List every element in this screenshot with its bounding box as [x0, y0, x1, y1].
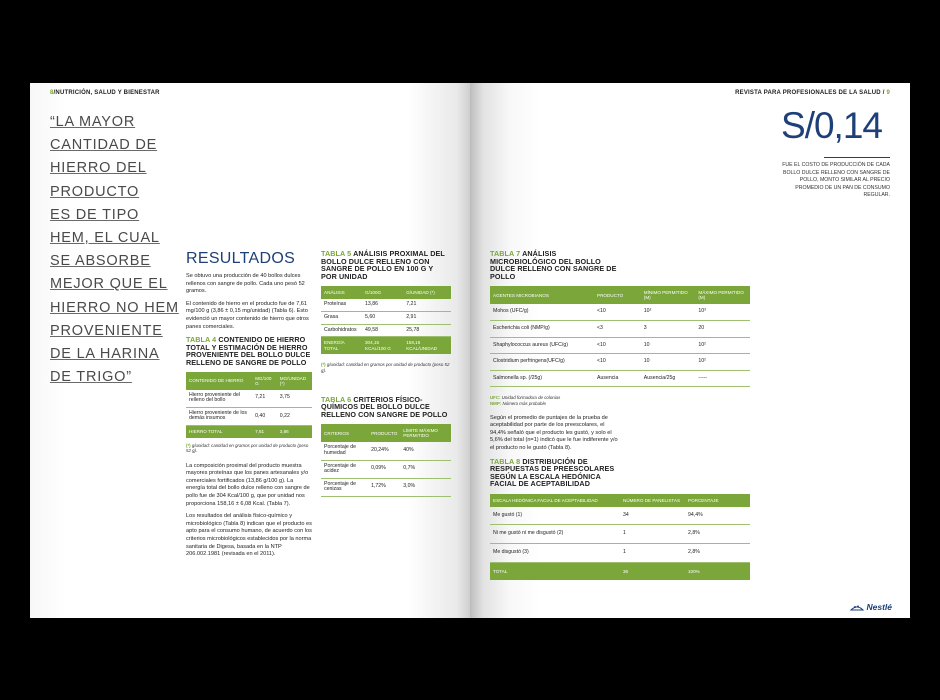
table-header: MG/UNIDAD (*)	[277, 372, 312, 390]
body-text	[186, 463, 312, 559]
quote-line: HEM, EL CUAL	[50, 230, 160, 247]
table6	[321, 424, 451, 497]
table-header: G/100G	[362, 286, 403, 299]
section-name: /NUTRICIÓN, SALUD Y BIENESTAR	[53, 90, 160, 96]
table4	[186, 372, 312, 438]
table-header: CONTENIDO DE HIERRO	[186, 372, 252, 390]
magazine-spread	[30, 83, 910, 618]
table-row: Porcentaje de acidez 0,09% 0,7%	[321, 460, 451, 478]
table-row: Me disgustó (3) 1 2,8%	[490, 544, 750, 563]
table-header: CRITERIOS	[321, 424, 368, 442]
table-row: Hierro proveniente de los demás insumos 0,40 0,22	[186, 407, 312, 425]
table-header: PRODUCTO	[368, 424, 400, 442]
page-number-right: 9	[886, 90, 890, 96]
table5-title: TABLA 5 ANÁLISIS PROXIMAL DEL BOLLO DULCE RELLENO CON SANGRE DE POLLO EN 100 G Y POR UNIDAD	[321, 249, 445, 281]
table-row: Carbohidratos 49,58 25,78	[321, 324, 451, 337]
table5	[321, 286, 451, 354]
table-header: G/UNIDAD (*)	[403, 286, 451, 299]
pull-quote	[50, 111, 190, 389]
table7-title: TABLA 7 ANÁLISIS MICROBIOLÓGICO DEL BOLLO DULCE RELLENO CON SANGRE DE POLLO	[490, 249, 617, 281]
paragraph: El contenido de hierro en el producto fue de 7,61 mg/100 g (3,86 ± 0,15 mg/unidad) (Tabla 6). Esto evidenció un mayor contenido de hierro que otros panes comerciales.	[186, 300, 309, 330]
table-header: MÁXIMO PERMITIDO (M)	[695, 286, 750, 304]
left-page-header	[50, 90, 160, 96]
table-row: Grasa 5,60 2,91	[321, 311, 451, 324]
table6-title: TABLA 6 CRITERIOS FÍSICO-QUÍMICOS DEL BOLLO DULCE RELLENO CON SANGRE DE POLLO	[321, 394, 448, 419]
section-title: RESULTADOS	[186, 250, 296, 267]
intro-text	[186, 273, 312, 331]
table-row: Me gustó (1) 34 94,4%	[490, 507, 750, 525]
table-total-row: HIERRO TOTAL 7,61 3,86	[186, 425, 312, 437]
paragraph: Los resultados del análisis físico-químico y microbiológico (Tabla 8) indican que el producto es apto para el consumo humano, de acuerdo con los criterios microbiológicos establecidos por la norma sanitaria de Digesa, basada en la NTP 206.002.1981 (revisada en el 2011).	[186, 513, 312, 558]
table-row: Porcentaje de cenizas 1,72% 3,0%	[321, 478, 451, 496]
table-header: LÍMITE MÁXIMO PERMITIDO	[400, 424, 451, 442]
table8	[490, 494, 750, 580]
quote-line: MEJOR QUE EL	[50, 276, 168, 293]
table-row: Porcentaje de humedad 20,24% 40%	[321, 442, 451, 460]
quote-line: DE TRIGO”	[50, 369, 132, 386]
stat-value: S/0,14	[781, 105, 882, 146]
table-header: MÍNIMO PERMITIDO (M)	[641, 286, 696, 304]
table-header: ANÁLISIS	[321, 286, 362, 299]
quote-line: DE LA HARINA	[50, 346, 160, 363]
quote-line: PROVENIENTE	[50, 322, 163, 339]
quote-line: PRODUCTO	[50, 183, 140, 200]
table-header: PRODUCTO	[594, 286, 641, 304]
acceptability-text: Según el promedio de puntajes de la prueba de aceptabilidad por parte de los preescolares, el 94,4% señaló que el producto les gustó, y solo el 5,6% del total (n=1) indicó que le fue indiferente y/o el producto no le gustó (Tabla 8).	[490, 414, 618, 451]
nest-bird-icon	[850, 602, 864, 612]
right-page-header: REVISTA PARA PROFESIONALES DE LA SALUD / 9	[735, 90, 890, 96]
table-row: Mohos (UFC/g) <10 10² 10³	[490, 304, 750, 320]
quote-line: SE ABSORBE	[50, 253, 151, 270]
stat-divider	[824, 157, 890, 158]
right-page	[470, 83, 910, 618]
right-column	[490, 250, 750, 580]
table7	[490, 286, 750, 387]
page-number-left: 8	[50, 90, 54, 96]
quote-line: CANTIDAD DE	[50, 137, 158, 154]
table-header: AGENTES MICROBIANOS	[490, 286, 594, 304]
left-page	[30, 83, 470, 618]
quote-line: HIERRO DEL	[50, 160, 147, 177]
table-header: NÚMERO DE PANELISTAS	[620, 494, 685, 507]
table-total-row: TOTAL 36 100%	[490, 562, 750, 580]
table7-notes: UFC: Unidad formadora de colonias NMP: Número más probable	[490, 395, 561, 406]
magazine-name: REVISTA PARA PROFESIONALES DE LA SALUD	[735, 90, 881, 96]
table-header: MG/100 G	[252, 372, 277, 390]
table5-note: (*) g/unidad: cantidad en gramos por unidad de producto (peso 52 g).	[321, 362, 450, 373]
paragraph: Se obtuvo una producción de 40 bollos dulces rellenos con sangre de pollo. Cada uno pesó 52 gramos.	[186, 273, 305, 295]
table8-title: TABLA 8 DISTRIBUCIÓN DE RESPUESTAS DE PREESCOLARES SEGÚN LA ESCALA HEDÓNICA FACIAL DE ACEPTABILIDAD	[490, 456, 615, 489]
middle-column	[321, 250, 451, 497]
paragraph: La composición proximal del producto muestra mayores proteínas que los panes artesanales y/o comerciales fortificados (13,86 g/100 g). La energía total del bollo dulce relleno con sangre de pollo fue de 304 Kcal/100 g, que por unidad nos proporciona 158,16 ± 6,08 Kcal. (Tabla 7).	[186, 462, 310, 507]
quote-line: ES DE TIPO	[50, 206, 140, 223]
quote-line: HIERRO NO HEM	[50, 299, 179, 316]
table-row: Ni me gustó ni me disgustó (2) 1 2,8%	[490, 525, 750, 544]
table-row: Proteínas 13,86 7,21	[321, 299, 451, 311]
quote-line: “LA MAYOR	[50, 114, 136, 130]
logo-text: Nestlé	[866, 602, 892, 612]
left-column	[186, 273, 312, 564]
table-total-row: ENERGÍA TOTAL 304,15 KCAL/100 G 158,16 KCAL/UNIDAD	[321, 337, 451, 355]
table-row: Clostridium perfringens(UFC/g) <10 10 10²	[490, 354, 750, 371]
table-row: Hierro proveniente del relleno del bollo 7,21 3,75	[186, 390, 312, 408]
stat-caption: FUE EL COSTO DE PRODUCCIÓN DE CADA BOLLO DULCE RELLENO CON SANGRE DE POLLO, MONTO SIMILAR AL PRECIO PROMEDIO DE UN PAN DE CONSUMO REGULAR.	[782, 162, 890, 199]
nestle-logo	[850, 602, 892, 612]
table-header: PORCENTAJE	[685, 494, 750, 507]
table4-note: (*) g/unidad: cantidad en gramos por unidad de producto (peso 52 g).	[186, 442, 309, 454]
table-row: Escherichia coli (NMP/g) <3 3 20	[490, 320, 750, 337]
table-row: Salmonella sp. (/25g) Ausencia Ausencia/25g -----	[490, 370, 750, 387]
table4-title: TABLA 4 CONTENIDO DE HIERRO TOTAL Y ESTIMACIÓN DE HIERRO PROVENIENTE DEL BOLLO DULCE RELLENO DE SANGRE DE POLLO	[186, 335, 311, 367]
table-header: ESCALA HEDÓNICA FACIAL DE ACEPTABILIDAD	[490, 494, 620, 507]
table-row: Shaphylococcus aureus (UFC/g) <10 10 10²	[490, 337, 750, 354]
